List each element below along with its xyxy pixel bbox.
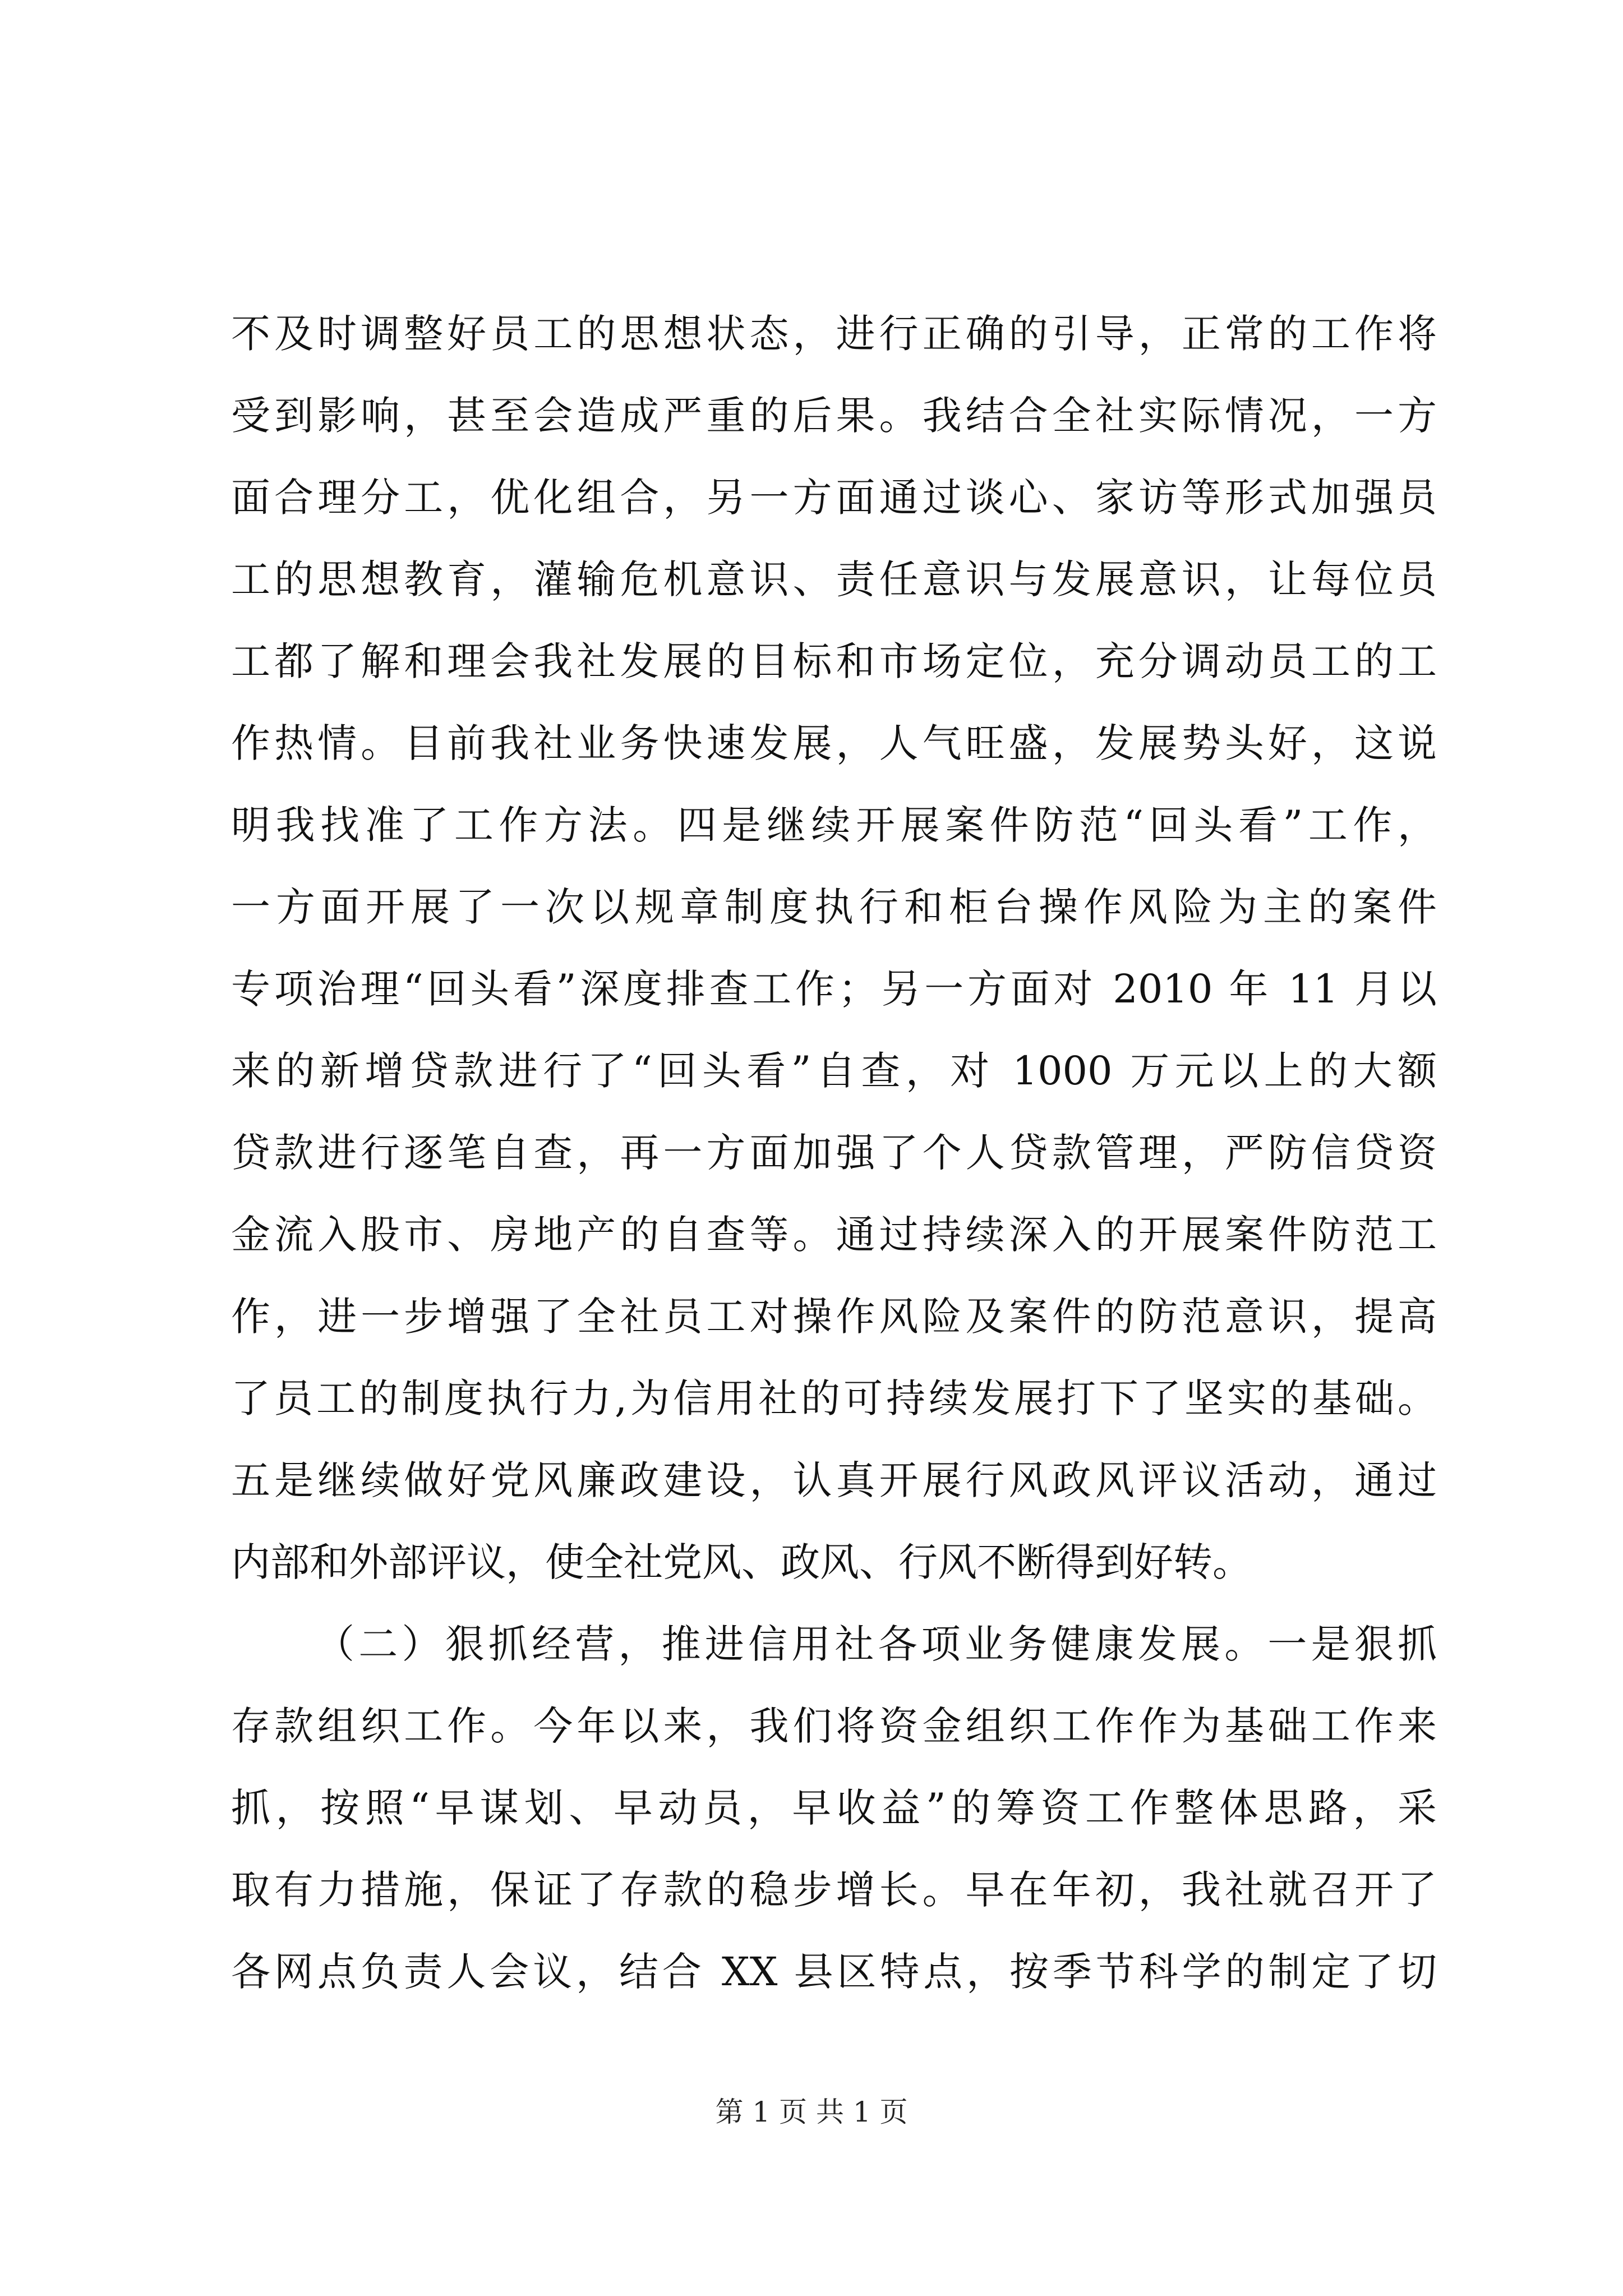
text-line: 不及时调整好员工的思想状态，进行正确的引导，正常的工作将 [231, 311, 1437, 357]
text-line: 各网点负责人会议，结合 XX 县区特点，按季节科学的制定了切 [231, 1949, 1437, 1995]
page-number-footer: 第 1 页 共 1 页 [715, 2096, 908, 2128]
text-line: 取有力措施，保证了存款的稳步增长。早在年初，我社就召开了 [231, 1867, 1437, 1913]
text-line: 作，进一步增强了全社员工对操作风险及案件的防范意识，提高 [231, 1294, 1437, 1340]
paragraph-first-line: （二）狠抓经营，推进信用社各项业务健康发展。一是狠抓 [315, 1621, 1437, 1667]
text-line: 存款组织工作。今年以来，我们将资金组织工作作为基础工作来 [231, 1703, 1437, 1749]
text-line: 五是继续做好党风廉政建设，认真开展行风政风评议活动，通过 [231, 1457, 1437, 1503]
text-line: 了员工的制度执行力,为信用社的可持续发展打下了坚实的基础。 [231, 1375, 1437, 1421]
text-line: 工都了解和理会我社发展的目标和市场定位，充分调动员工的工 [231, 638, 1437, 684]
text-line: 内部和外部评议，使全社党风、政风、行风不断得到好转。 [231, 1539, 1252, 1585]
text-line: 金流入股市、房地产的自查等。通过持续深入的开展案件防范工 [231, 1212, 1437, 1258]
text-line: 受到影响，甚至会造成严重的后果。我结合全社实际情况，一方 [231, 393, 1437, 439]
text-line: 作热情。目前我社业务快速发展，人气旺盛，发展势头好，这说 [231, 720, 1437, 766]
text-line: 来的新增贷款进行了“回头看”自查，对 1000 万元以上的大额 [231, 1048, 1437, 1094]
text-line: 面合理分工，优化组合，另一方面通过谈心、家访等形式加强员 [231, 475, 1437, 521]
text-line: 工的思想教育，灌输危机意识、责任意识与发展意识，让每位员 [231, 556, 1437, 602]
text-line: 明我找准了工作方法。四是继续开展案件防范“回头看”工作， [231, 802, 1437, 848]
text-line: 贷款进行逐笔自查，再一方面加强了个人贷款管理，严防信贷资 [231, 1130, 1437, 1176]
text-line: 一方面开展了一次以规章制度执行和柜台操作风险为主的案件 [231, 884, 1437, 930]
text-line: 专项治理“回头看”深度排查工作；另一方面对 2010 年 11 月以 [231, 966, 1437, 1012]
text-line: 抓，按照“早谋划、早动员，早收益”的筹资工作整体思路，采 [231, 1785, 1437, 1831]
document-body [231, 293, 1437, 2013]
